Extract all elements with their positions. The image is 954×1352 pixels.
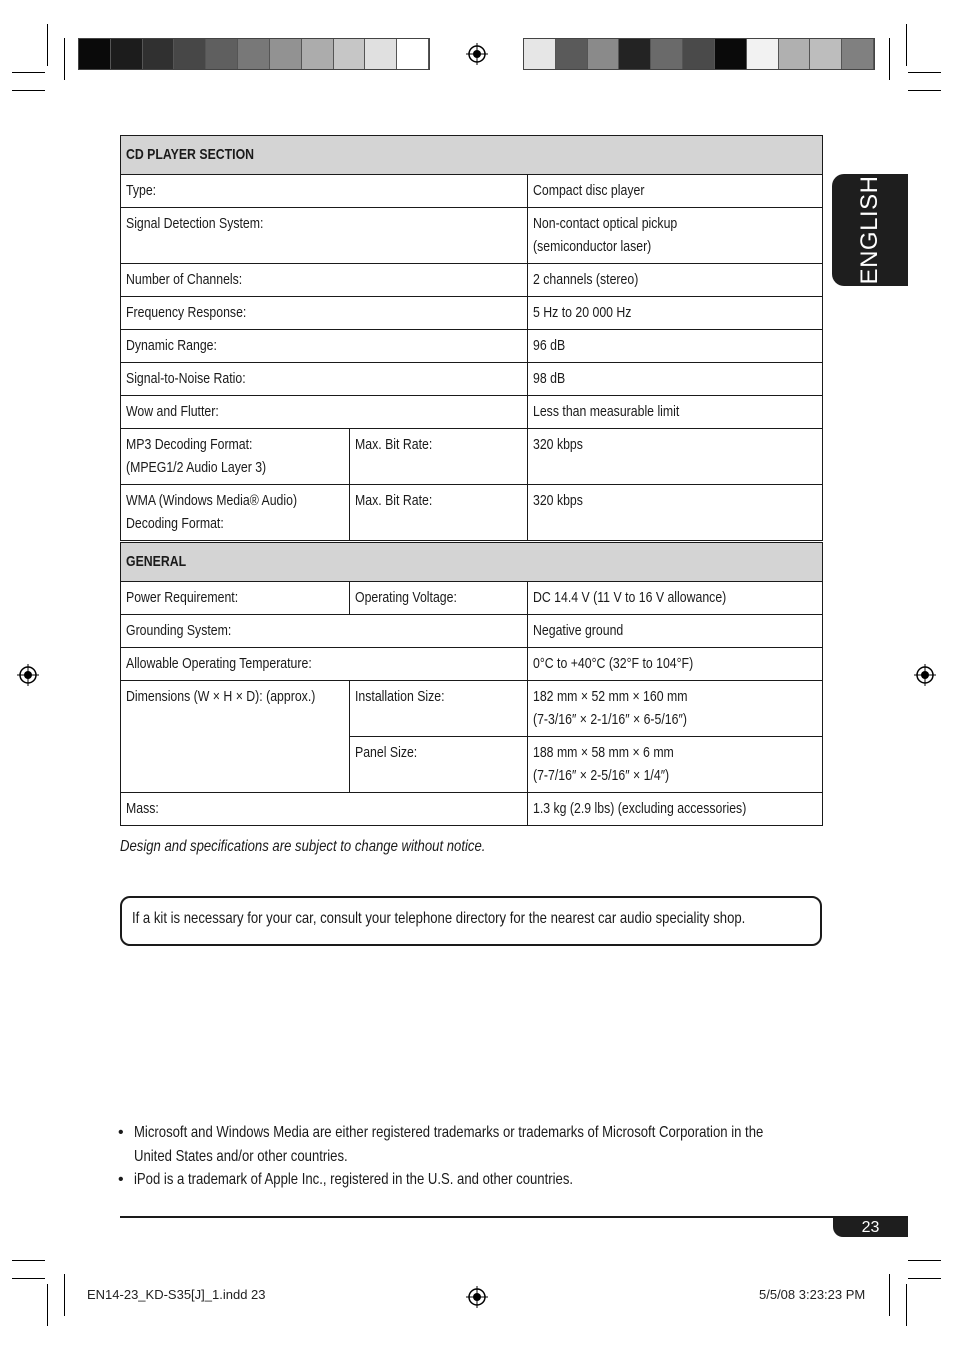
- spec-label: Allowable Operating Temperature:: [126, 655, 312, 672]
- color-swatch: [206, 39, 238, 69]
- trademark-text: United States and/or other countries.: [134, 1147, 348, 1165]
- spec-value: (7-7/16″ × 2-5/16″ × 1/4″): [533, 767, 670, 784]
- spec-label: Dimensions (W × H × D): (approx.): [126, 688, 316, 705]
- table-row: [121, 175, 823, 208]
- spec-value: 188 mm × 58 mm × 6 mm: [533, 744, 674, 761]
- table-row: [121, 429, 823, 485]
- spec-change-notice: Design and specifications are subject to change without notice.: [120, 838, 486, 855]
- table-row: [121, 793, 823, 826]
- table-row: [121, 208, 823, 264]
- color-swatch: [683, 39, 715, 69]
- language-tab-label: ENGLISH: [856, 175, 883, 285]
- spec-value: Less than measurable limit: [533, 403, 680, 420]
- color-swatch: [842, 39, 874, 69]
- color-swatch: [397, 39, 429, 69]
- table-row: [121, 485, 823, 541]
- table-row: [121, 264, 823, 297]
- color-swatch: [334, 39, 366, 69]
- color-swatch: [810, 39, 842, 69]
- spec-sublabel: Operating Voltage:: [355, 589, 457, 606]
- color-swatch: [619, 39, 651, 69]
- table-row: [121, 648, 823, 681]
- spec-value: 98 dB: [533, 370, 566, 387]
- crop-mark: [906, 24, 907, 66]
- slug-timestamp: 5/5/08 3:23:23 PM: [759, 1287, 866, 1302]
- spec-value: 320 kbps: [533, 436, 583, 453]
- kit-note-box: [120, 896, 822, 946]
- spec-value: Compact disc player: [533, 182, 645, 199]
- spec-label: Frequency Response:: [126, 304, 247, 321]
- color-swatch: [779, 39, 811, 69]
- crop-mark: [906, 1284, 907, 1326]
- color-swatch: [174, 39, 206, 69]
- spec-label: Grounding System:: [126, 622, 232, 639]
- crop-mark: [12, 1260, 45, 1261]
- spec-label: Wow and Flutter:: [126, 403, 219, 420]
- spec-value: 1.3 kg (2.9 lbs) (excluding accessories): [533, 800, 747, 817]
- spec-sublabel: Installation Size:: [355, 688, 445, 705]
- crop-mark: [12, 72, 45, 73]
- table-header-row: [121, 136, 823, 175]
- table-row: [121, 363, 823, 396]
- spec-value: (semiconductor laser): [533, 238, 652, 255]
- crop-mark: [47, 24, 48, 66]
- color-swatch: [524, 39, 556, 69]
- list-item: [118, 1121, 901, 1168]
- grayscale-color-bar: [78, 38, 430, 70]
- crop-mark: [908, 90, 941, 91]
- table-row: [121, 615, 823, 648]
- spec-value: 320 kbps: [533, 492, 583, 509]
- trademark-text: Microsoft and Windows Media are either registered trademarks or trademarks of Microsoft Corporation in the: [134, 1124, 764, 1141]
- color-control-bar: [523, 38, 875, 70]
- trademark-list: [118, 1121, 901, 1192]
- crop-mark: [908, 72, 941, 73]
- spec-value: 182 mm × 52 mm × 160 mm: [533, 688, 688, 705]
- color-swatch: [79, 39, 111, 69]
- crop-mark: [12, 1278, 45, 1279]
- color-swatch: [111, 39, 143, 69]
- kit-note-text: If a kit is necessary for your car, consult your telephone directory for the nearest car audio speciality shop.: [132, 910, 746, 927]
- spec-value: Negative ground: [533, 622, 624, 639]
- page-number: 23: [833, 1218, 908, 1237]
- color-swatch: [556, 39, 588, 69]
- spec-label: Power Requirement:: [126, 589, 239, 606]
- spec-label: Signal Detection System:: [126, 215, 264, 232]
- registration-mark-icon: [466, 1286, 488, 1308]
- crop-mark: [64, 1274, 65, 1316]
- spec-value: 2 channels (stereo): [533, 271, 639, 288]
- spec-value: (7-3/16″ × 2-1/16″ × 6-5/16″): [533, 711, 687, 728]
- spec-label: Mass:: [126, 800, 159, 817]
- spec-value: Non-contact optical pickup: [533, 215, 678, 232]
- color-swatch: [747, 39, 779, 69]
- color-swatch: [365, 39, 397, 69]
- spec-label: MP3 Decoding Format:: [126, 436, 253, 453]
- spec-value: 0°C to +40°C (32°F to 104°F): [533, 655, 694, 672]
- language-tab: [832, 174, 908, 286]
- crop-mark: [64, 38, 65, 80]
- crop-mark: [908, 1278, 941, 1279]
- spec-label: Signal-to-Noise Ratio:: [126, 370, 246, 387]
- bullet-icon: •: [118, 1171, 124, 1188]
- color-swatch: [143, 39, 175, 69]
- list-item: [118, 1168, 901, 1192]
- footer-rule: [120, 1216, 908, 1218]
- spec-label: WMA (Windows Media® Audio): [126, 492, 298, 509]
- registration-mark-icon: [17, 664, 39, 686]
- spec-label: (MPEG1/2 Audio Layer 3): [126, 459, 267, 476]
- table-row: [121, 297, 823, 330]
- spec-sublabel: Max. Bit Rate:: [355, 436, 433, 453]
- spec-sublabel: Panel Size:: [355, 744, 418, 761]
- registration-mark-icon: [914, 664, 936, 686]
- spec-label: Dynamic Range:: [126, 337, 217, 354]
- spec-label: Type:: [126, 182, 157, 199]
- table-header-row: [121, 543, 823, 582]
- color-swatch: [588, 39, 620, 69]
- crop-mark: [12, 90, 45, 91]
- crop-mark: [889, 1274, 890, 1316]
- trademark-text: iPod is a trademark of Apple Inc., registered in the U.S. and other countries.: [134, 1171, 574, 1188]
- cd-player-spec-table: [120, 135, 823, 541]
- color-swatch: [302, 39, 334, 69]
- crop-mark: [908, 1260, 941, 1261]
- color-swatch: [715, 39, 747, 69]
- table-row: [121, 681, 823, 737]
- color-swatch: [651, 39, 683, 69]
- table-row: [121, 582, 823, 615]
- spec-label: Decoding Format:: [126, 515, 224, 532]
- spec-value: DC 14.4 V (11 V to 16 V allowance): [533, 589, 727, 606]
- crop-mark: [47, 1284, 48, 1326]
- general-spec-table: [120, 542, 823, 826]
- slug-file-info: EN14-23_KD-S35[J]_1.indd 23: [87, 1287, 266, 1302]
- spec-sublabel: Max. Bit Rate:: [355, 492, 433, 509]
- spec-label: Number of Channels:: [126, 271, 243, 288]
- color-swatch: [238, 39, 270, 69]
- bullet-icon: •: [118, 1124, 124, 1141]
- section-title: CD PLAYER SECTION: [126, 146, 255, 163]
- section-title: GENERAL: [126, 553, 187, 570]
- color-swatch: [270, 39, 302, 69]
- spec-value: 5 Hz to 20 000 Hz: [533, 304, 632, 321]
- table-row: [121, 330, 823, 363]
- spec-value: 96 dB: [533, 337, 566, 354]
- registration-mark-icon: [466, 43, 488, 65]
- crop-mark: [889, 38, 890, 80]
- table-row: [121, 396, 823, 429]
